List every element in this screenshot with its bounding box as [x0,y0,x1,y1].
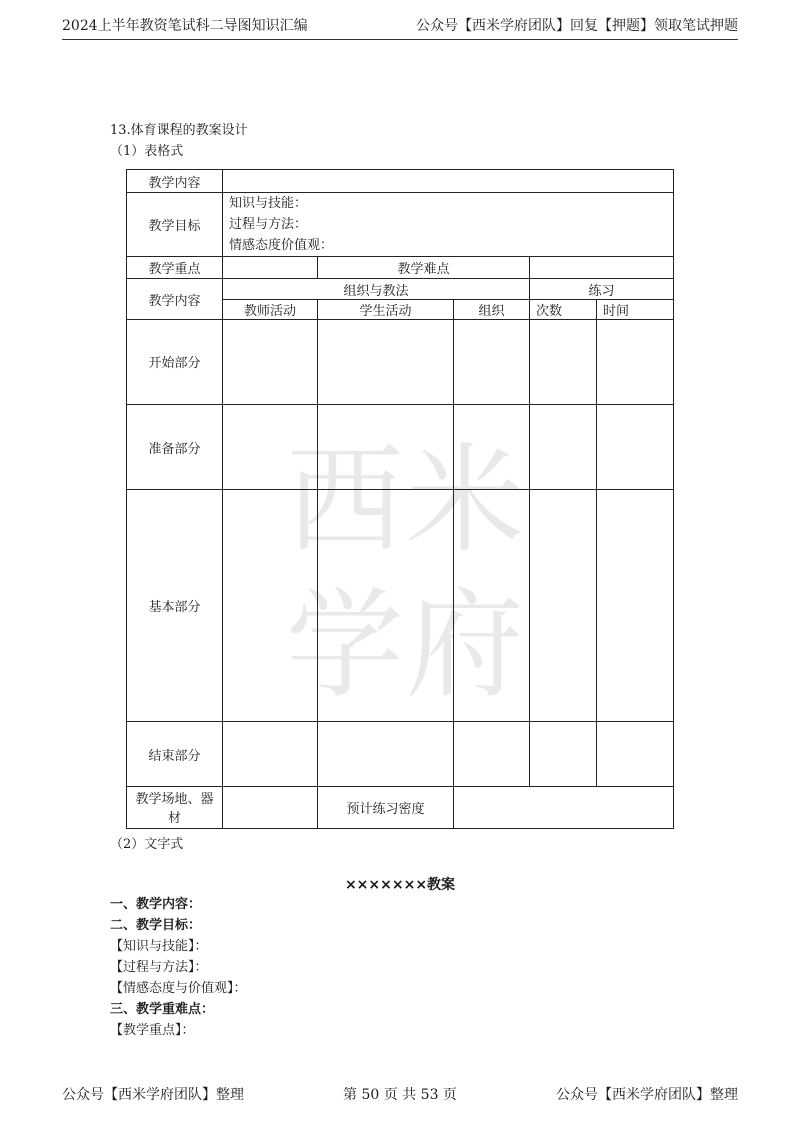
density-value-cell [454,786,674,828]
density-label-cell: 预计练习密度 [318,786,454,828]
watermark-char: 西 [285,431,404,569]
table-cell [454,722,530,786]
header-left-text: 2024上半年教资笔试科二导图知识汇编 [62,18,308,34]
table-cell [454,405,530,490]
table-row [127,193,674,257]
table-row [127,490,674,722]
footer-left-text: 公众号【西米学府团队】整理 [62,1087,244,1103]
goal-line: 过程与方法： [229,217,308,233]
goal-line: 知识与技能： [229,196,308,212]
table-cell [223,319,318,404]
table-cell [318,490,454,722]
text-plan-line: 三、教学重难点： [110,1002,215,1017]
table-cell [318,405,454,490]
organization-header: 组织 [454,299,530,319]
table-row [127,786,674,828]
table-cell [530,722,597,786]
goal-line: 情感态度价值观： [229,238,334,254]
difficulty-value-cell [530,257,674,279]
duration-header: 时间 [597,299,674,319]
goal-cell [223,193,674,257]
table-cell [223,722,318,786]
table-cell [597,319,674,404]
venue-value-cell [223,786,318,828]
phase-label-cell: 结束部分 [127,722,223,786]
phase-label-cell: 准备部分 [127,405,223,490]
content-input-cell [223,170,674,193]
text-plan-lines [110,894,247,1041]
content-label-cell: 教学内容 [127,279,223,319]
content-label-cell: 教学内容 [127,170,223,193]
table-cell [223,405,318,490]
table-cell [597,490,674,722]
table-cell [597,722,674,786]
table-row [127,722,674,786]
lesson-plan-table [126,169,674,829]
focus-label-cell: 教学重点 [127,257,223,279]
text-plan-line: 【教学重点】： [110,1023,195,1038]
text-plan-line: 【知识与技能】： [110,939,208,954]
table-cell [530,405,597,490]
table-cell [318,722,454,786]
text-plan-title: ×××××××教案 [344,877,456,893]
page-footer [62,1084,738,1104]
watermark-char: 府 [405,576,524,714]
table-row [127,257,674,279]
table-cell [223,490,318,722]
text-plan-line: 【情感态度与价值观】： [110,981,247,996]
table-row [127,170,674,193]
text-plan-line: 【过程与方法】： [110,960,208,975]
page-header [62,14,738,40]
times-header: 次数 [530,299,597,319]
table-cell [454,319,530,404]
phase-label-cell: 开始部分 [127,319,223,404]
text-plan-line: 一、教学内容： [110,897,202,912]
table-row [127,279,674,299]
table-cell [530,490,597,722]
practice-header: 练习 [530,279,674,299]
text-plan-line: 二、教学目标： [110,918,202,933]
teacher-activity-header: 教师活动 [223,299,318,319]
table-cell [454,490,530,722]
org-method-header: 组织与教法 [223,279,530,299]
page-number: 第 50 页 共 53 页 [343,1087,457,1103]
watermark-char: 学 [285,576,404,714]
watermark-char: 米 [405,431,524,569]
table-cell [530,319,597,404]
table-cell [318,319,454,404]
venue-label-cell: 教学场地、器材 [127,786,223,828]
footer-right-text: 公众号【西米学府团队】整理 [555,1087,738,1103]
student-activity-header: 学生活动 [318,299,454,319]
table-row [127,319,674,404]
goal-label-cell: 教学目标 [127,193,223,257]
difficulty-label-cell: 教学难点 [318,257,530,279]
section-title: 13.体育课程的教案设计 [110,123,248,138]
text-format-heading: （2）文字式 [110,837,184,852]
table-format-heading: （1）表格式 [110,144,184,159]
phase-label-cell: 基本部分 [127,490,223,722]
header-right-text: 公众号【西米学府团队】回复【押题】领取笔试押题 [416,18,738,34]
table-row [127,405,674,490]
table-cell [597,405,674,490]
focus-value-cell [223,257,318,279]
